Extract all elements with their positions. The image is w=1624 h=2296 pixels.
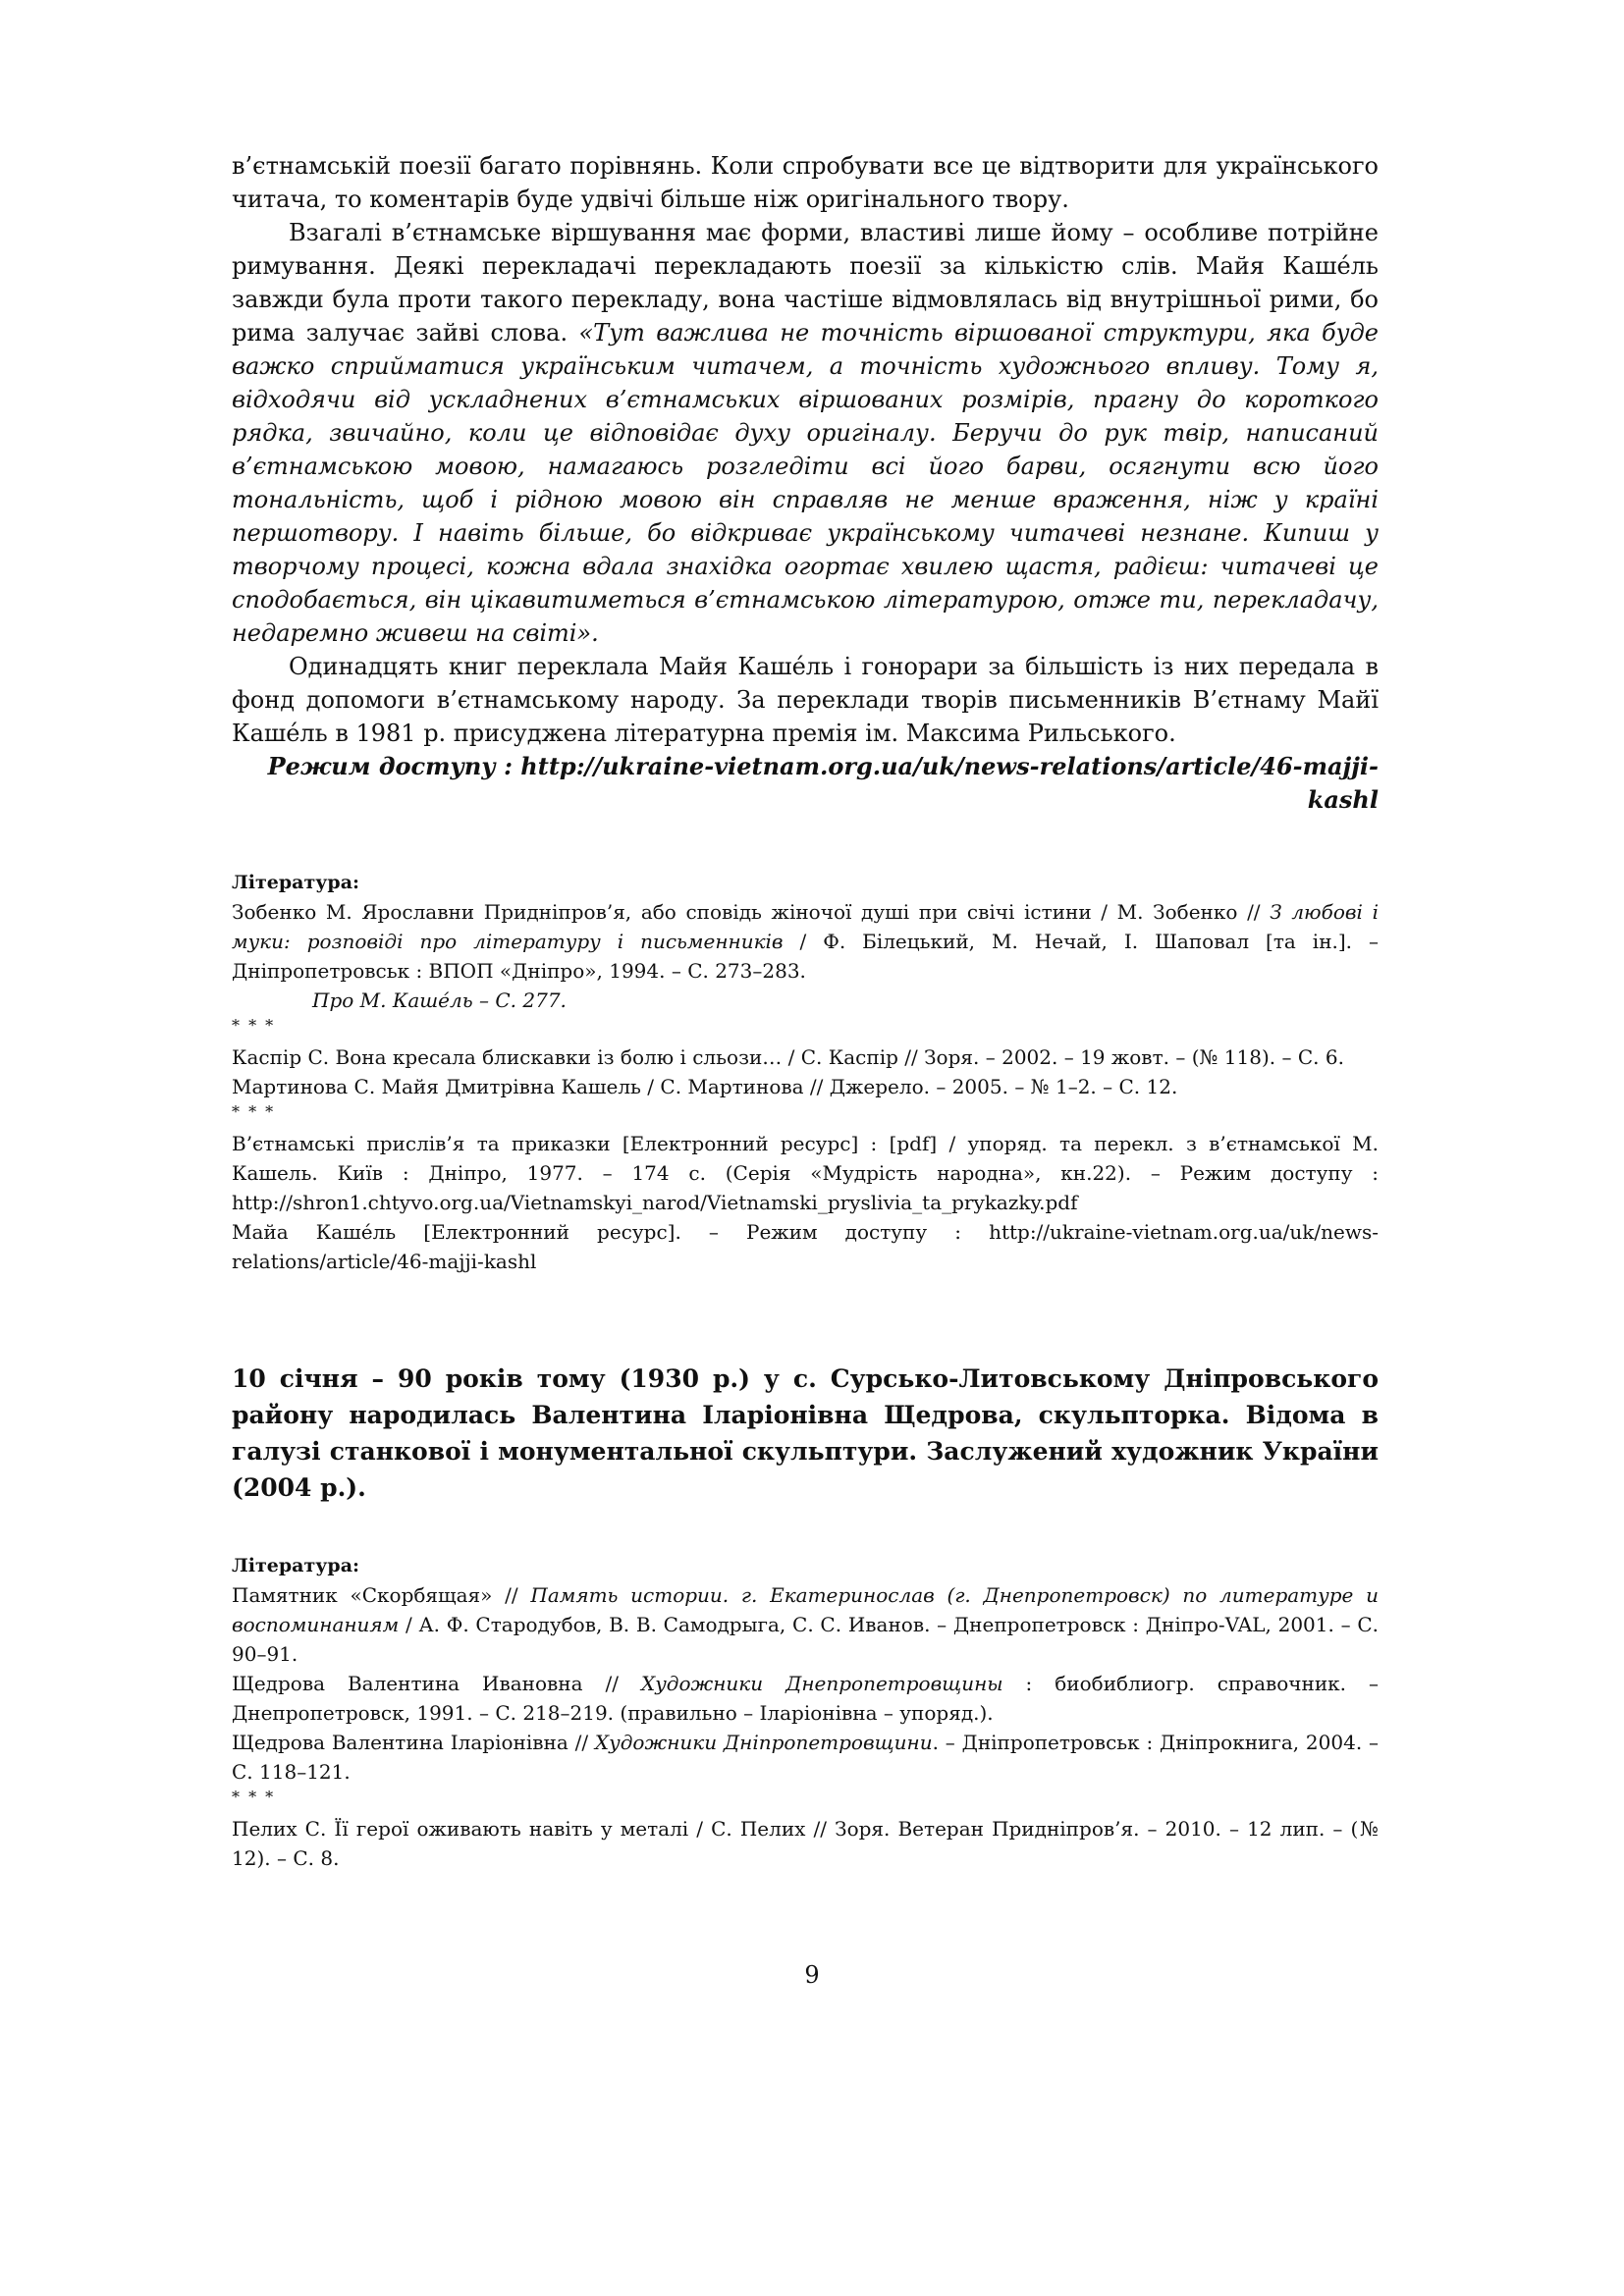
reference-note: Про М. Каше́ль – С. 277. [312, 988, 567, 1012]
paragraph-2 [232, 216, 1379, 650]
reference-item: Майа Каше́ль [Електронний ресурс]. – Режим доступу : http://ukraine-vietnam.org.ua/uk/news-relations/article/46-majji-kashl [232, 1220, 1379, 1273]
literature-title-1: Література: [232, 872, 360, 893]
reference-item [232, 1669, 1379, 1728]
reference-author: Памятник «Скорбящая» // [232, 1583, 531, 1607]
reference-author: Щедрова Валентина Ивановна // [232, 1672, 641, 1695]
reference-book-title: Память истории. г. Екатеринослав (г. Днепропетровск) по литературе и воспоминаниям [232, 1583, 1379, 1636]
reference-item: Каспір С. Вона кресала блискавки із болю і сльози… / С. Каспір // Зоря. – 2002. – 19 жовт. – (№ 118). – С. 6. [232, 1045, 1344, 1069]
paragraph-2-quote: «Тут важлива не точність віршованої структури, яка буде важко сприйматися українським читачем, а точність художнього впливу. Тому я, відходячи від ускладнених в’єтнамських віршованих розмірів, прагну до короткого рядка, звичайно, коли це відповідає духу оригіналу. Беручи до рук твір, написаний в’єтнамською мовою, намагаюсь розгледіти всі його барви, осягнути всю його тональність, щоб і рідною мовою він справляв не менше враження, ніж у країні першотвору. І навіть більше, бо відкриває українському читачеві незнане. Кипиш у творчому процесі, кожна вдала знахідка огортає хвилею щастя, радієш: читачеві це сподобається, він цікавитиметься в’єтнамською літературою, отже ти, перекладачу, недаремно живеш на світі». [232, 319, 1380, 647]
page-content [232, 149, 1379, 1873]
reference-details: / Ф. Білецький, М. Нечай, І. Шаповал [та ін.]. – Дніпропетровськ : ВПОП «Дніпро», 1994. – С. 273–283. [232, 930, 1380, 983]
event-heading: 10 січня – 90 років тому (1930 р.) у с. Сурсько-Литовському Дніпровського району народилась Валентина Іларіонівна Щедрова, скульпторка. Відома в галузі станкової і монументальної скульптури. Заслужений художник України (2004 р.). [232, 1364, 1379, 1502]
reference-item: В’єтнамські прислів’я та приказки [Електронний ресурс] : [pdf] / упоряд. та перекл. з в’єтнамської М. Кашель. Київ : Дніпро, 1977. – 174 с. (Серія «Мудрість народна», кн.22). – Режим доступу : http://shron1.chtyvo.org.ua/Vietnamskyi_narod/Vietnamski_pryslivia_ta_prykazky.pdf [232, 1132, 1379, 1214]
reference-item: Пелих С. Її герої оживають навіть у металі / С. Пелих // Зоря. Ветеран Придніпров’я. – 2010. – 12 лип. – (№ 12). – С. 8. [232, 1817, 1379, 1870]
reference-item [232, 1728, 1379, 1787]
reference-book-title: З любові і муки: розповіді про літературу і письменників [232, 900, 1379, 953]
source-link[interactable]: Режим доступу : http://ukraine-vietnam.org.ua/uk/news-relations/article/46-majji-kashl [267, 752, 1379, 814]
reference-author: Щедрова Валентина Іларіонівна // [232, 1731, 595, 1754]
reference-item [232, 897, 1379, 986]
separator-stars: * * * [232, 1788, 276, 1806]
reference-book-title: Художники Дніпропетровщини [594, 1731, 933, 1754]
reference-details: . – Дніпропетровськ : Дніпрокнига, 2004. – С. 118–121. [232, 1731, 1379, 1784]
paragraph-3: Одинадцять книг переклала Майя Каше́ль і гонорари за більшість із них передала в фонд допомоги в’єтнамському народу. За переклади творів письменників В’єтнаму Майї Каше́ль в 1981 р. присуджена літературна премія ім. Максима Рильського. [232, 653, 1379, 747]
reference-item [232, 1580, 1379, 1669]
separator-stars: * * * [232, 1102, 276, 1121]
separator-stars: * * * [232, 1016, 276, 1035]
reference-book-title: Художники Днепропетровщины [640, 1672, 1003, 1695]
paragraph-1: в’єтнамській поезії багато порівнянь. Коли спробувати все це відтворити для українського читача, то коментарів буде удвічі більше ніж оригінального твору. [232, 152, 1379, 213]
paragraph-2-intro: Взагалі в’єтнамське віршування має форми, властиві лише йому – особливе потрійне римування. Деякі перекладачі перекладають поезії за кількістю слів. Майя Каше́ль завжди була проти такого перекладу, вона частіше відмовлялась від внутрішньої рими, бо рима залучає зайві слова. [232, 219, 1379, 347]
reference-item: Мартинова С. Майя Дмитрівна Кашель / С. Мартинова // Джерело. – 2005. – № 1–2. – С. 12. [232, 1075, 1178, 1098]
reference-details: / А. Ф. Стародубов, В. В. Самодрыга, С. С. Иванов. – Днепропетровск : Дніпро-VAL, 2001. – С. 90–91. [232, 1613, 1379, 1666]
reference-details: : биобиблиогр. справочник. – Днепропетровск, 1991. – С. 218–219. (правильно – Іларіонівна – упоряд.). [232, 1672, 1379, 1725]
reference-author: Зобенко М. Ярославни Придніпров’я, або сповідь жіночої душі при свічі істини / М. Зобенко // [232, 900, 1271, 924]
literature-title-2: Література: [232, 1555, 360, 1576]
page-number: 9 [804, 1961, 820, 1989]
